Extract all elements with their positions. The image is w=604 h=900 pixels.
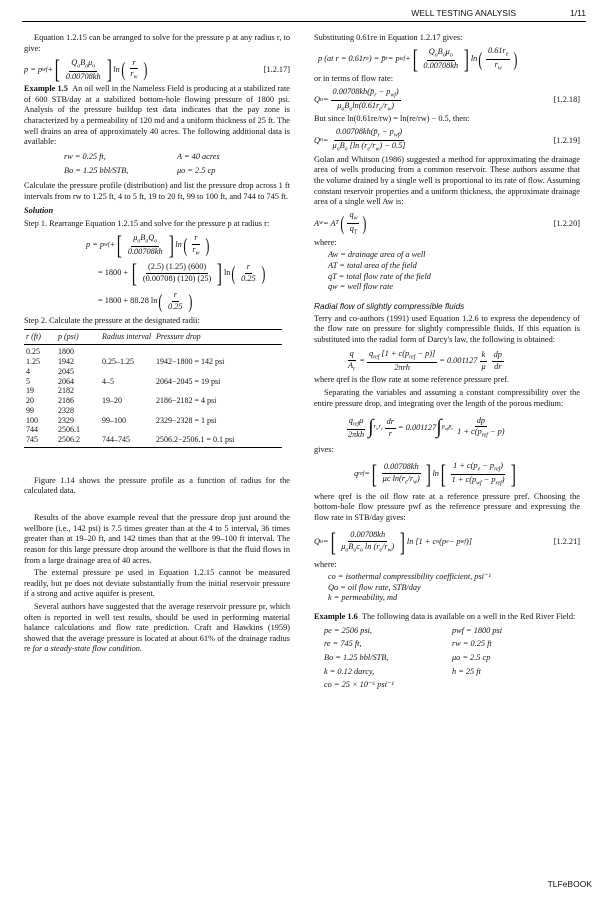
- data-area: A = 40 acres: [177, 151, 220, 161]
- results-paragraph-3: Several authors have suggested that the average reservoir pressure pr, which often is reported in well test results, should be used in performing material balance calculations and flow rate prediction. Craft and Hawkins (1959) showed that the average pressure is located at about 61% of the drainage radius re for a steady-state flow condition.: [24, 601, 290, 654]
- equation-p-at-061re: p (at r = 0.61r e ) = p̄ r = p wf + [ $\frac{Q_oB_o\mu_o}{0.00708kh}$ ] ln ( $\frac{0.61r_e}{r_w}$ ): [318, 44, 518, 74]
- table-cell: 2064: [58, 376, 74, 386]
- where-item: k = permeability, md: [328, 593, 398, 603]
- data-row: [314, 653, 580, 664]
- table-cell: [100, 406, 154, 416]
- table-row: [24, 345, 282, 357]
- step1-equation-c: = 1800 + 88.28 ln ( $\frac{r}{0.25}$ ): [98, 290, 192, 313]
- equation-number: [1.2.21]: [553, 537, 580, 547]
- example16-data: [314, 626, 580, 691]
- results-paragraph-2: The external pressure pe used in Equation 1.2.15 cannot be measured readily, but pe does not deviate substantially from the initial reservoir pressure if a strong and active aquifer is present.: [24, 568, 290, 599]
- example-text: An oil well in the Nameless Field is producing at a stabilized rate of 600 STB/day at a stabilized bottom-hole flowing pressure of 1800 psi. Analysis of the pressure buildup test data indicates that the pay zone is characterized by a permeability of 120 md and a uniform thickness of 25 ft. The well drains an area of approximately 40 acres. The following additional data is available:: [24, 84, 290, 147]
- table-cell: 5: [26, 376, 30, 386]
- page-number: 1/11: [570, 8, 586, 19]
- where-label-2: where:: [314, 559, 337, 569]
- equation-number: [1.2.17]: [263, 64, 290, 74]
- table-cell: [154, 406, 282, 416]
- data-value: co = 25 × 10⁻⁶ psi⁻¹: [324, 680, 394, 690]
- table-row: [24, 386, 282, 396]
- table-cell: 19–20: [102, 396, 122, 406]
- table-cell: 100: [26, 415, 38, 425]
- table-cell: 744–745: [100, 435, 154, 447]
- table-cell: [154, 425, 282, 435]
- table-cell: 4: [26, 366, 30, 376]
- solution-heading: Solution: [24, 206, 54, 216]
- step-1: Step 1. Rearrange Equation 1.2.15 and solve for the pressure p at radius r:: [24, 218, 270, 228]
- table-cell: 0.25: [26, 347, 40, 357]
- equation-integral: $\frac{q_{ref}\mu}{\text{2πkh}}$ ∫ $r_w$ $r_e$ $\frac{dr}{r}$ = 0.001127 ∫ $p_{wf}$ $p_e$ $\frac{dp}{1 + c(p_{ref} - p)}$: [348, 415, 505, 440]
- step1-equation-a: p = p wf + [ $\frac{\mu_oB_oQ_o}{0.00708kh}$ ] ln ( $\frac{r}{r_w}$ ): [86, 230, 209, 260]
- but-since-text: But since ln(0.61re/rw) = ln(re/rw) − 0.5, then:: [314, 114, 470, 124]
- table-cell: [154, 386, 282, 396]
- data-value: [452, 680, 580, 691]
- where-list-2: [314, 572, 580, 604]
- data-row: [314, 639, 580, 650]
- example16-text: The following data is available on a well in the Red River Field:: [361, 612, 576, 622]
- gives-label: gives:: [314, 445, 334, 455]
- table-row: [24, 367, 282, 377]
- data-value: k = 0.12 darcy,: [324, 666, 375, 676]
- qref-paragraph-1: where qref is the flow rate at some reference pressure pref.: [314, 375, 510, 385]
- col-radius: r (ft): [24, 330, 56, 345]
- equation-qref: q ref = [ $\frac{0.00708kh}{\mu c \ln(r_e/r_w)}$ ] ln [ $\frac{1 + c(p_e - p_{ref})}{1 + c(p_{wf} - p_{ref})}$ ]: [354, 459, 516, 489]
- table-cell: 2064−2045 = 19 psi: [156, 376, 221, 386]
- table-cell: 1942: [58, 357, 74, 367]
- table-cell: 2506.2: [56, 435, 100, 447]
- example16-title: Example 1.6: [314, 612, 358, 622]
- data-value: h = 25 ft: [452, 666, 481, 676]
- equation-1-2-17: p = p wf + [ $\frac{Q_oB_o\mu_o}{0.00708kh}$ ] ln ( $\frac{r}{r_w}$ ) [1.2.17]: [24, 55, 290, 85]
- table-cell: [100, 345, 154, 357]
- table-cell: 744: [26, 425, 38, 435]
- table-cell: 4–5: [102, 376, 114, 386]
- equation-1-2-19: Q o = $\frac{0.00708kh(p̄_r - p_{wf})}{\mu_oB_o [\ln (r_e/r_w) - 0.5]}$ [1.2.19]: [314, 127, 580, 153]
- where-item: Qo = oil flow rate, STB/day: [328, 582, 421, 592]
- table-cell: 99: [26, 405, 34, 415]
- data-mu: μo = 2.5 cp: [177, 166, 216, 176]
- data-row: [314, 680, 580, 691]
- data-rw: rw = 0.25 ft,: [64, 151, 106, 161]
- where-list-1: [314, 250, 580, 292]
- example-title: Example 1.5: [24, 84, 68, 94]
- table-cell: 2186−2182 = 4 psi: [156, 396, 217, 406]
- substitute-paragraph: Substituting 0.61re in Equation 1.2.17 gives:: [314, 33, 463, 42]
- where-item: qw = well flow rate: [328, 282, 394, 292]
- left-column: [24, 33, 290, 657]
- or-terms-text: or in terms of flow rate:: [314, 73, 394, 83]
- right-column: [314, 33, 580, 694]
- table-cell: [154, 367, 282, 377]
- data-value: μo = 2.5 cp: [452, 652, 491, 662]
- equation-number: [1.2.18]: [553, 94, 580, 104]
- where-label-1: where:: [314, 237, 337, 247]
- table-cell: 2506.1: [58, 425, 80, 435]
- table-cell: 1942−1800 = 142 psi: [156, 357, 225, 367]
- table-cell: [100, 386, 154, 396]
- qref-paragraph-3: where qref is the oil flow rate at a reference pressure pref. Choosing the bottom-hole flow pressure pwf as the reference pressure and expressing the flow rate in STB/day gives:: [314, 491, 580, 523]
- pressure-profile-table: [24, 329, 282, 448]
- calc-paragraph: Calculate the pressure profile (distribution) and list the pressure drop across 1 ft intervals from rw to 1.25 ft, 4 to 5 ft, 19 to 20 ft, 99 to 100 ft, and 744 to 745 ft.: [24, 181, 290, 201]
- page-header: [22, 6, 586, 22]
- table-cell: 745: [24, 435, 56, 447]
- table-cell: 1.25: [26, 357, 40, 367]
- where-item: qT = total flow rate of the field: [328, 271, 431, 281]
- col-interval: Radius interval: [100, 330, 154, 345]
- equation-1-2-20: A w = A T ( $\frac{q_w}{q_T}$ ) [1.2.20]: [314, 210, 580, 237]
- table-row: [24, 435, 282, 447]
- table-cell: 20: [26, 396, 34, 406]
- table-cell: 2328: [58, 405, 74, 415]
- step1-equation-b: = 1800 + [ $\frac{(2.5) (1.25) (600)}{(0.00708) (120) (25)}$ ] ln ( $\frac{r}{0.25}$ ): [98, 258, 265, 288]
- golan-paragraph: Golan and Whitson (1986) suggested a method for approximating the drainage area of wells producing from a common reservoir. These authors assume that the volume drained by a single well is proportional to its rate of flow. Assuming constant reservoir properties and a uniform thickness, the approximate drainage area of a single well Aw is:: [314, 154, 580, 207]
- table-cell: 0.25–1.25: [102, 357, 134, 367]
- data-bo: Bo = 1.25 bbl/STB,: [64, 166, 129, 176]
- table-cell: 1800: [58, 347, 74, 357]
- table-cell: 2506.2−2506.1 = 0.1 psi: [154, 435, 282, 447]
- data-value: rw = 0.25 ft: [452, 639, 492, 649]
- equation-1-2-21: Q o = [ $\frac{0.00708kh}{\mu_oB_oc_o \ln (r_e/r_w)}$ ] ln [1 + c o (p e − p wf )] [1.2.21]: [314, 527, 580, 557]
- table-row: [24, 416, 282, 426]
- table-cell: [100, 367, 154, 377]
- footer-brand: TLFeBOOK: [547, 879, 592, 890]
- equation-number: [1.2.19]: [553, 135, 580, 145]
- radial-flow-heading: Radial flow of slightly compressible fluids: [314, 300, 465, 311]
- equation-number: [1.2.20]: [553, 218, 580, 228]
- where-item: Aw = drainage area of a well: [328, 250, 426, 260]
- table-row: [24, 406, 282, 416]
- data-row: [314, 667, 580, 678]
- table-cell: 2329: [58, 415, 74, 425]
- intro-paragraph: Equation 1.2.15 can be arranged to solve for the pressure p at any radius r, to give:: [24, 33, 290, 53]
- table-cell: [154, 345, 282, 357]
- qref-paragraph-2: Separating the variables and assuming a constant compressibility over the entire pressure drop, and integrating over the length of the porous medium:: [314, 387, 580, 408]
- table-row: [24, 425, 282, 435]
- table-cell: [100, 425, 154, 435]
- results-paragraph-1: Results of the above example reveal that the pressure drop just around the wellbore (i.e., 142 psi) is 7.5 times greater than at the 4 to 5 interval, 36 times greater than at 19–20 ft, and 142 times than that at the 99–100 ft interval. The reason for this large pressure drop around the wellbore is that the fluid flows in from a large drainage area of 40 acres.: [24, 513, 290, 565]
- table-cell: 2329−2328 = 1 psi: [156, 415, 217, 425]
- data-value: pe = 2506 psi,: [324, 625, 373, 635]
- data-value: Bo = 1.25 bbl/STB,: [324, 652, 389, 662]
- data-row: [314, 626, 580, 637]
- table-cell: 99–100: [102, 415, 126, 425]
- example-data: [24, 152, 290, 177]
- figure-paragraph: Figure 1.14 shows the pressure profile as a function of radius for the calculated data.: [24, 475, 290, 496]
- table-cell: 2182: [58, 386, 74, 396]
- table-cell: 2186: [58, 396, 74, 406]
- where-item: co = isothermal compressibility coefficient, psi⁻¹: [328, 572, 491, 582]
- radial-flow-paragraph: Terry and co-authors (1991) used Equation 1.2.6 to express the dependency of the flow rate on pressure for slightly compressible fluids. If this equation is substituted into the radial form of Darcy's law, the following is obtained:: [314, 313, 580, 344]
- table-row: [24, 357, 282, 367]
- step-2: Step 2. Calculate the pressure at the designated radii:: [24, 315, 200, 325]
- table-cell: 19: [26, 386, 34, 396]
- equation-1-2-18: Q o = $\frac{0.00708kh(p̄_r - p_{wf})}{\mu_oB_o\ln(0.61r_e/r_w)}$ [1.2.18]: [314, 86, 580, 113]
- col-pressure: p (psi): [56, 330, 100, 345]
- data-value: re = 745 ft,: [324, 639, 362, 649]
- table-row: [24, 396, 282, 406]
- equation-darcy-radial: $\frac{q}{A_r}$ = $\frac{q_{ref} [1 + c(p_{ref} - p)]}{\text{2πrh}}$ = 0.001127 $\frac{k}{\mu}$ $\frac{dp}{dr}$: [348, 349, 502, 373]
- data-value: pwf = 1800 psi: [452, 625, 503, 635]
- running-title: WELL TESTING ANALYSIS: [411, 8, 516, 19]
- table-row: [24, 377, 282, 387]
- col-drop: Pressure drop: [154, 330, 282, 345]
- table-cell: 2045: [58, 366, 74, 376]
- where-item: AT = total area of the field: [328, 261, 417, 271]
